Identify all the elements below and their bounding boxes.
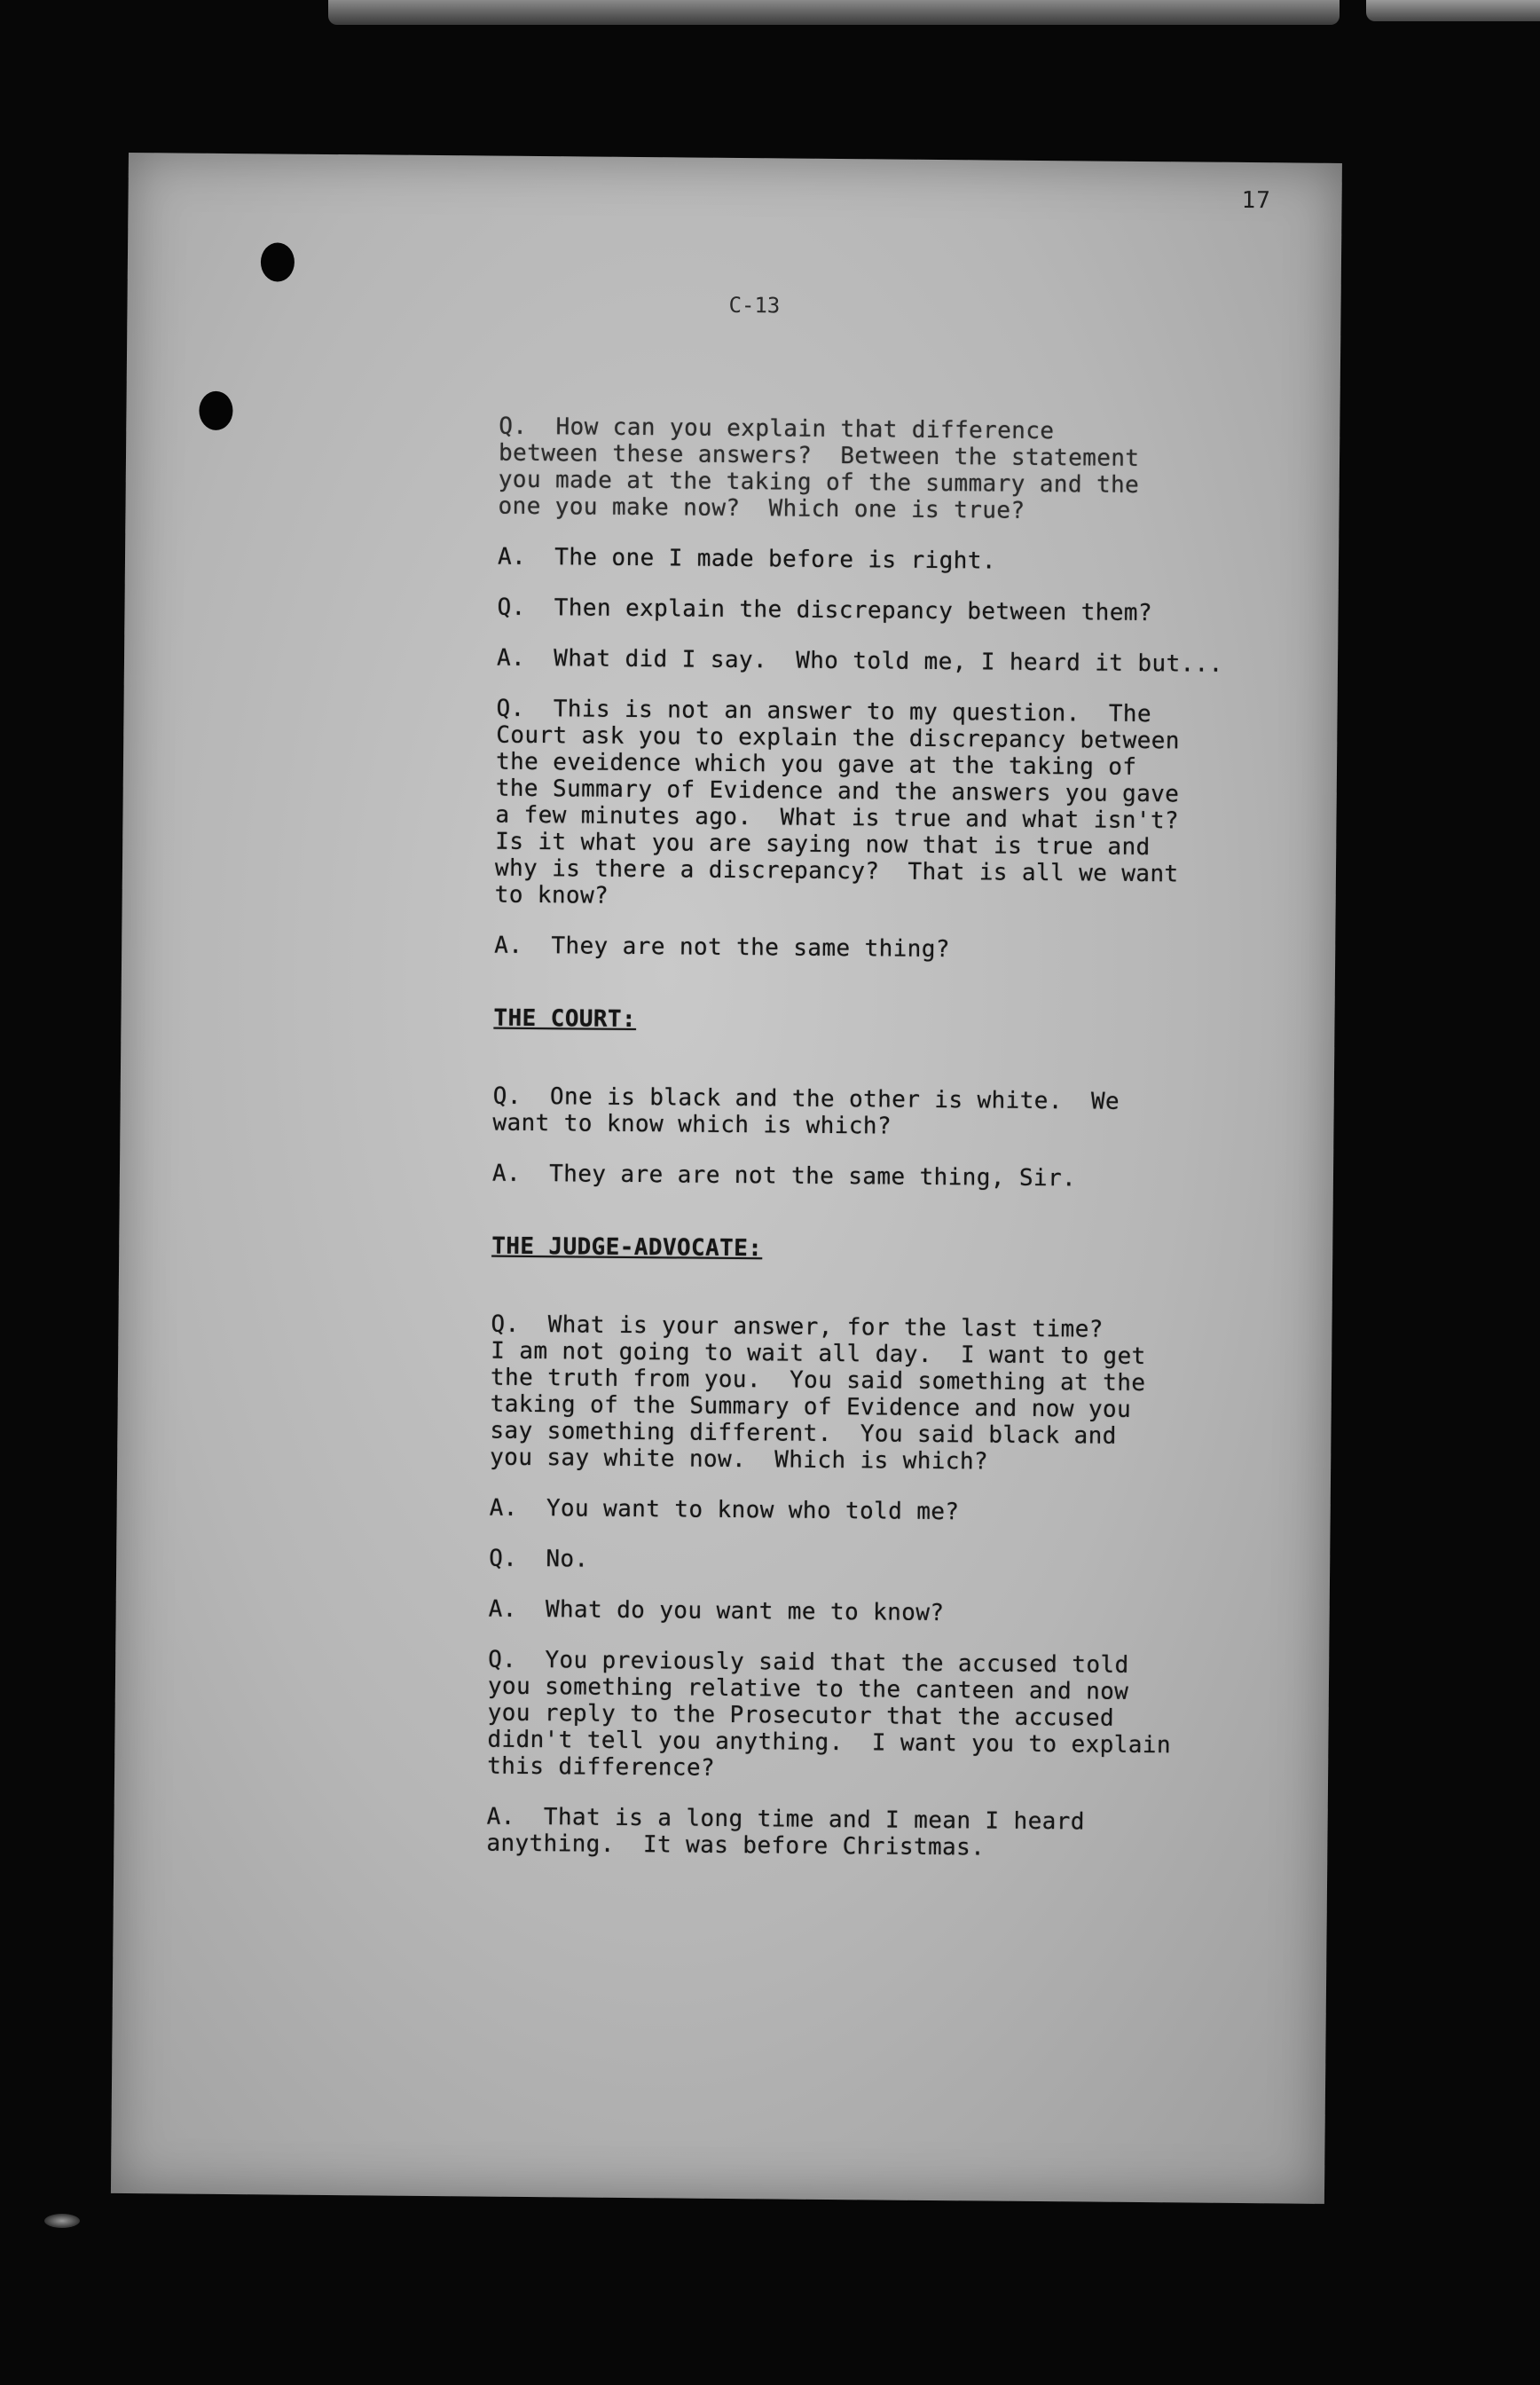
answer-paragraph: A. What did I say. Who told me, I heard it but... bbox=[496, 644, 1223, 678]
punch-hole-icon bbox=[261, 242, 295, 281]
film-speck bbox=[44, 2214, 80, 2228]
film-frame-edge-right bbox=[1366, 0, 1540, 21]
answer-paragraph: A. They are are not the same thing, Sir. bbox=[491, 1160, 1077, 1192]
answer-paragraph: A. You want to know who told me? bbox=[489, 1494, 960, 1526]
document-page bbox=[111, 153, 1342, 2204]
answer-paragraph: A. What do you want me to know? bbox=[488, 1595, 945, 1627]
question-paragraph: Q. Then explain the discrepancy between them? bbox=[497, 594, 1153, 627]
speaker-heading-judge-advocate: THE JUDGE-ADVOCATE: bbox=[491, 1232, 763, 1263]
speaker-heading-court: THE COURT: bbox=[493, 1004, 637, 1034]
question-paragraph: Q. This is not an answer to my question. The Court ask you to explain the discrepancy between the eveidence which you gave at the taking of the Summary of Evidence and the answers you gave a few minutes ago. What is true and what isn't? Is it what you are saying now that is true and why is there a discrepancy? That is all we want to know? bbox=[494, 695, 1180, 909]
transcript-body bbox=[486, 413, 1297, 1888]
page-number: 17 bbox=[1241, 186, 1272, 215]
question-paragraph: Q. You previously said that the accused told you something relative to the canteen and now you reply to the Prosecutor that the accused didn't tell you anything. I want you to explain this difference? bbox=[487, 1646, 1172, 1782]
question-paragraph: Q. What is your answer, for the last time? I am not going to wait all day. I want to get the truth from you. You said something at the taking of the Summary of Evidence and now you say something different. You said black and you say white now. Which is which? bbox=[490, 1311, 1146, 1476]
film-frame-edge bbox=[328, 0, 1340, 25]
question-paragraph: Q. How can you explain that difference between these answers? Between the statement you made at the taking of the summary and the one you make now? Which one is true? bbox=[498, 413, 1140, 524]
answer-paragraph: A. They are not the same thing? bbox=[494, 932, 951, 964]
question-paragraph: Q. One is black and the other is white. We want to know which is which? bbox=[492, 1082, 1120, 1140]
answer-paragraph: A. The one I made before is right. bbox=[497, 543, 997, 575]
section-code: C-13 bbox=[728, 292, 781, 319]
answer-paragraph: A. That is a long time and I mean I heard anything. It was before Christmas. bbox=[486, 1803, 1086, 1862]
question-paragraph: Q. No. bbox=[489, 1545, 589, 1573]
punch-hole-icon bbox=[199, 391, 232, 430]
